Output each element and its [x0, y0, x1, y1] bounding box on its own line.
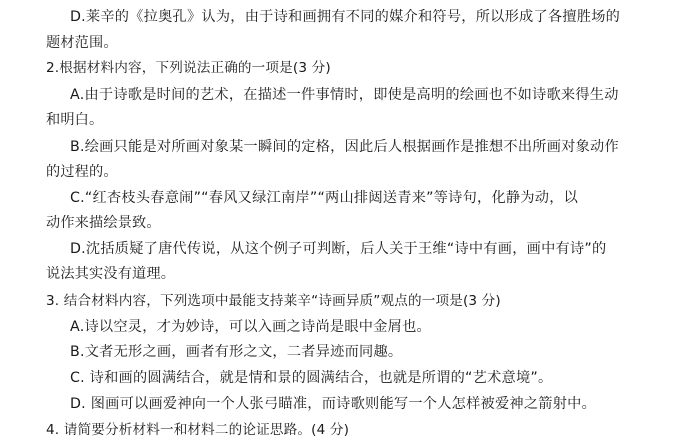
- q3-option-c: C. 诗和画的圆满结合，就是情和景的圆满结合，也就是所谓的“艺术意境”。: [70, 370, 553, 386]
- q1-option-d-line2: 题材范围。: [46, 35, 118, 51]
- q3-option-d: D. 图画可以画爱神向一个人张弓瞄准，而诗歌则能写一个人怎样被爱神之箭射中。: [70, 396, 597, 412]
- q2-option-c-line2: 动作来描绘景致。: [46, 215, 161, 231]
- q2-option-c-line1: C.“红杏枝头春意闹”“春风又绿江南岸”“两山排闼送青来”等诗句，化静为动，以: [70, 190, 579, 206]
- q1-option-d-line1: D.莱辛的《拉奥孔》认为，由于诗和画拥有不同的媒介和符号，所以形成了各擅胜场的: [70, 9, 621, 25]
- q2-option-b-line2: 的过程的。: [46, 164, 118, 180]
- q3-option-a: A.诗以空灵，才为妙诗，可以入画之诗尚是眼中金屑也。: [70, 319, 431, 335]
- q3-option-b: B.文者无形之画，画者有形之文，二者异迹而同趣。: [70, 344, 403, 360]
- question-3-stem: 3. 结合材料内容，下列选项中最能支持莱辛“诗画异质”观点的一项是(3 分): [46, 293, 501, 309]
- question-4-stem: 4. 请简要分析材料一和材料二的论证思路。(4 分): [46, 422, 350, 438]
- q2-option-a-line2: 和明白。: [46, 112, 104, 128]
- q2-option-d-line2: 说法其实没有道理。: [46, 266, 176, 282]
- question-2-stem: 2.根据材料内容，下列说法正确的一项是(3 分): [46, 60, 331, 76]
- q2-option-a-line1: A.由于诗歌是时间的艺术，在描述一件事情时，即使是高明的绘画也不如诗歌来得生动: [70, 87, 619, 103]
- q2-option-d-line1: D.沈括质疑了唐代传说，从这个例子可判断，后人关于王维“诗中有画，画中有诗”的: [70, 241, 607, 257]
- q2-option-b-line1: B.绘画只能是对所画对象某一瞬间的定格，因此后人根据画作是推想不出所画对象动作: [70, 139, 619, 155]
